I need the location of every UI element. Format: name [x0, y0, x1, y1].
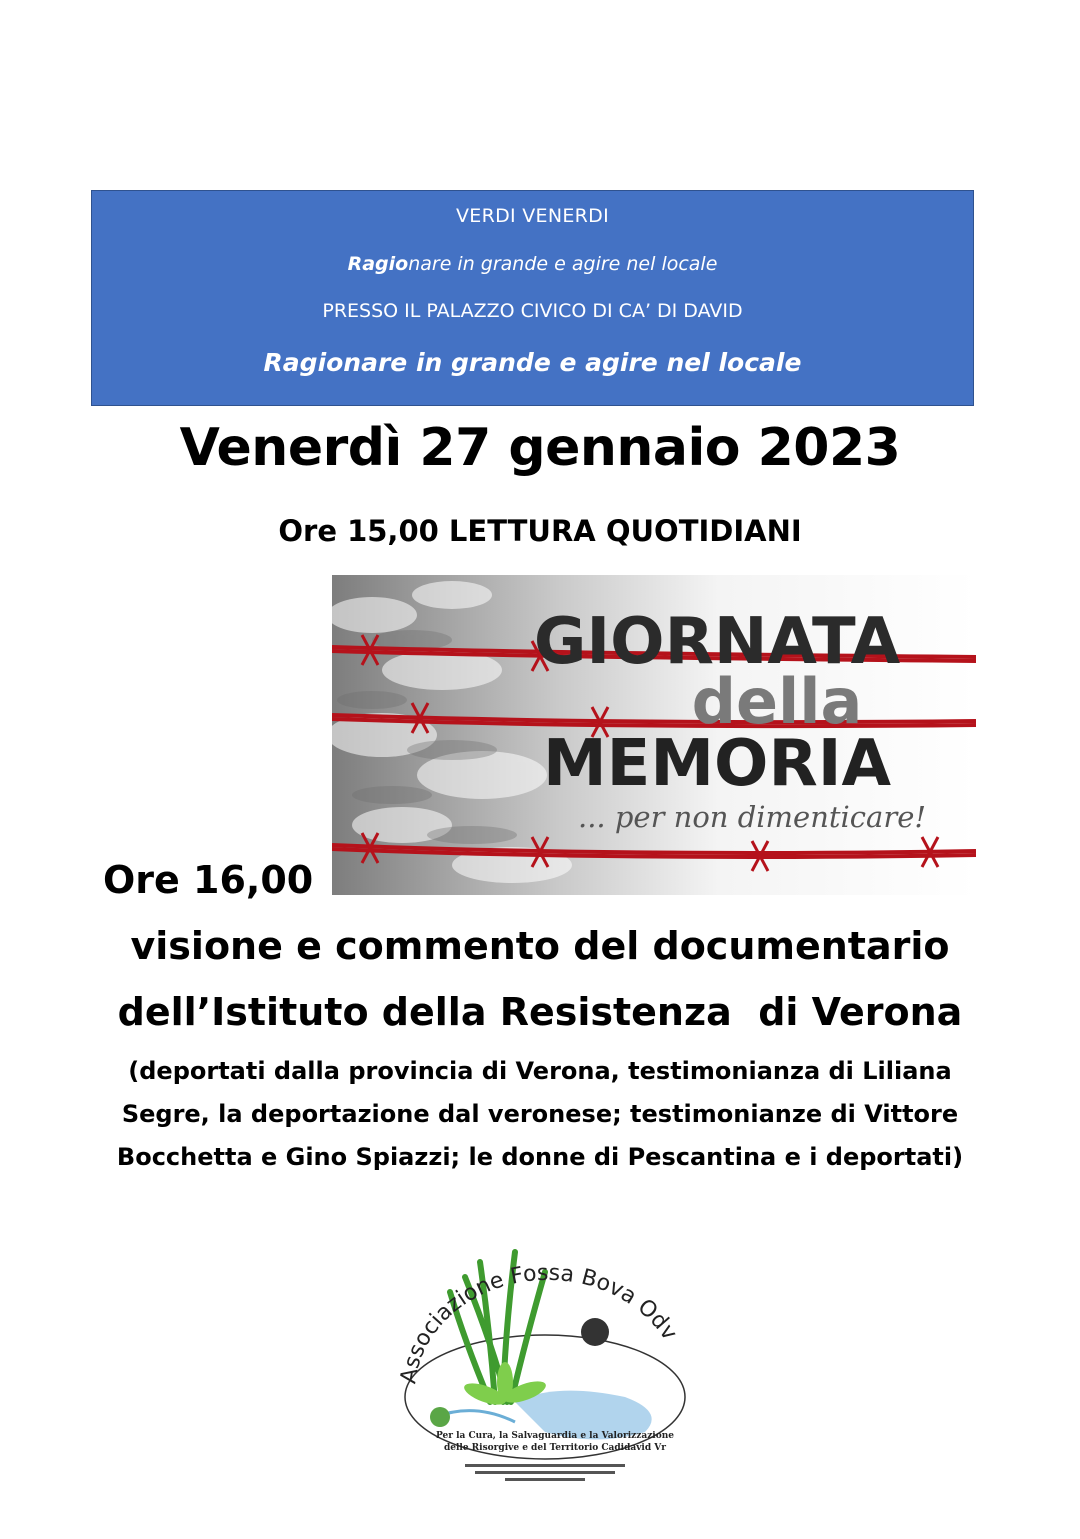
banner-slogan-bold: Ragio: [347, 253, 409, 275]
association-logo: [395, 1232, 695, 1492]
memoria-subtitle: ... per non dimenticare!: [577, 800, 927, 834]
memoria-image: [332, 575, 976, 895]
logo-arc-text: Associazione Fossa Bova Odv: [396, 1260, 682, 1386]
banner-slogan: [92, 253, 973, 275]
documentary-line-2: dell’Istituto della Resistenza di Verona: [117, 990, 963, 1034]
logo-tagline-2: delle Risorgive e del Territorio Cadidavid Vr: [443, 1443, 667, 1453]
documentary-details: (deportati dalla provincia di Verona, testimonianza di Liliana Segre, la deportazione dal veronese; testimonianze di Vittore Bocchetta e Gino Spiazzi; le donne di Pescantina e i deportati): [116, 1057, 964, 1171]
memoria-title-2: della: [691, 665, 863, 738]
event-date: Venerdì 27 gennaio 2023: [179, 418, 901, 478]
header-banner: [91, 190, 974, 406]
memoria-title-3: MEMORIA: [542, 727, 892, 801]
memoria-title-1: GIORNATA: [533, 605, 901, 679]
banner-slogan-rest: nare in grande e agire nel locale: [408, 253, 718, 275]
banner-motto: Ragionare in grande e agire nel locale: [263, 348, 802, 377]
documentary-line-1: visione e commento del documentario: [130, 924, 950, 968]
documentary-time: Ore 16,00: [103, 858, 314, 902]
reading-schedule: Ore 15,00 LETTURA QUOTIDIANI: [278, 514, 802, 548]
banner-title: VERDI VENERDI: [455, 205, 610, 227]
logo-tagline-1: Per la Cura, la Salvaguardia e la Valorizzazione: [435, 1431, 675, 1441]
banner-venue: PRESSO IL PALAZZO CIVICO DI CA’ DI DAVID: [322, 300, 743, 322]
